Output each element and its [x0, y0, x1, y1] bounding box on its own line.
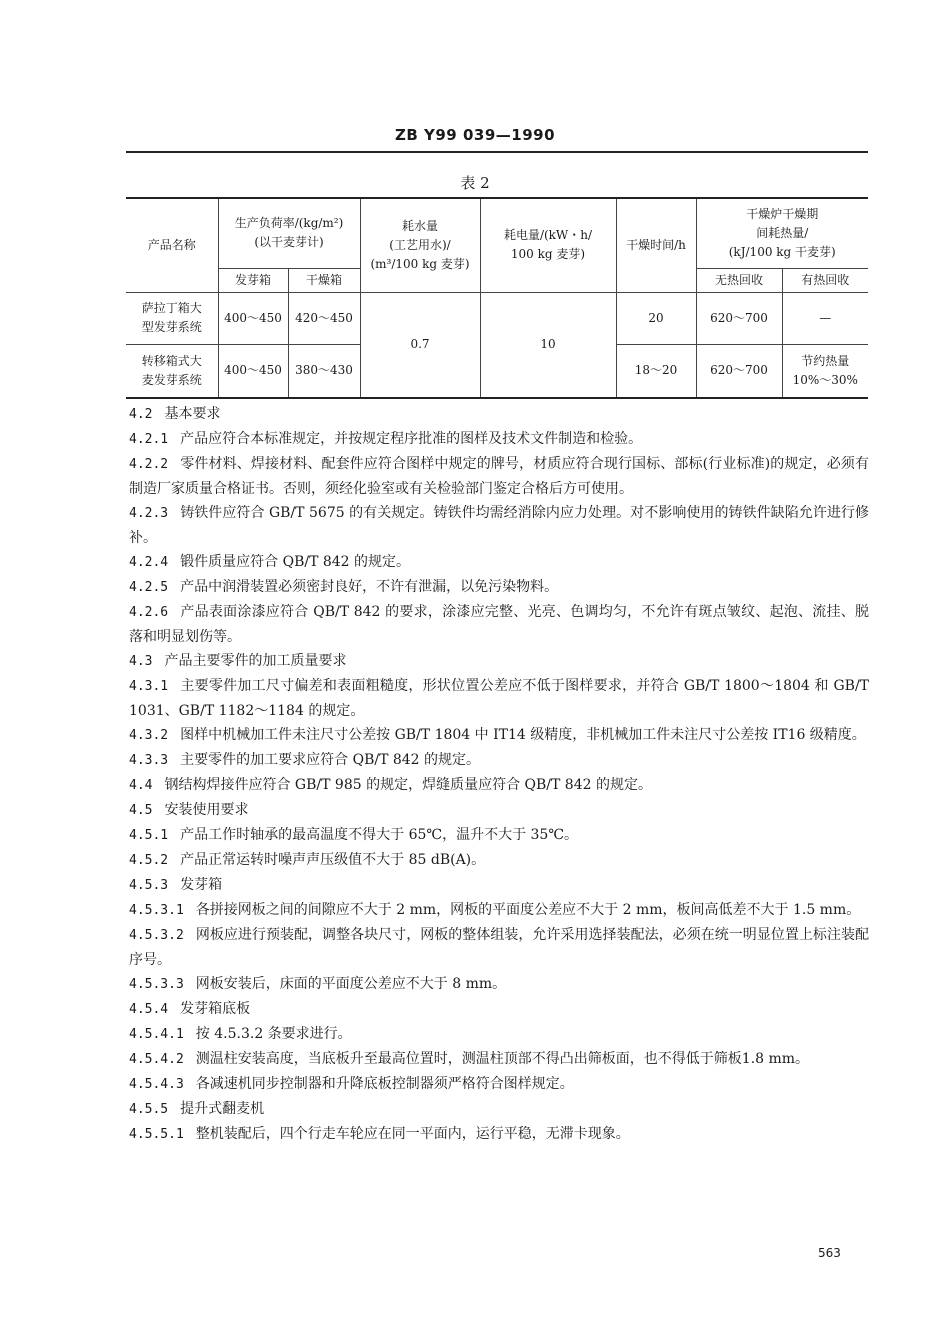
- header-power: 耗电量/(kW・h/ 100 kg 麦芽): [480, 198, 616, 292]
- header-load-dry: 干燥箱: [288, 268, 360, 292]
- clause-paragraph: [129, 898, 869, 923]
- clause-paragraph: [129, 501, 869, 550]
- clause-text: 钢结构焊接件应符合 GB/T 985 的规定，焊缝质量应符合 QB/T 842 的规定。: [164, 777, 652, 793]
- clause-paragraph: [129, 1097, 869, 1122]
- document-body: [129, 402, 869, 1147]
- header-product-name-text: 产品名称: [147, 237, 196, 252]
- row-load-germ: 400～450: [218, 292, 288, 344]
- clause-number: 4.2.2: [129, 457, 169, 472]
- clause-number: 4.5.3: [129, 878, 169, 893]
- clause-paragraph: [129, 575, 869, 600]
- clause-text: 网板应进行预装配，调整各块尺寸，网板的整体组装，允许采用选择装配法，必须在统一明显位置上标注装配序号。: [129, 927, 869, 968]
- clause-paragraph: [129, 923, 869, 972]
- clause-text: 产品主要零件的加工质量要求: [164, 653, 347, 669]
- clause-number: 4.2: [129, 407, 153, 422]
- clause-text: 主要零件的加工要求应符合 QB/T 842 的规定。: [180, 752, 481, 768]
- clause-number: 4.5.5.1: [129, 1127, 184, 1142]
- clause-paragraph: [129, 452, 869, 501]
- clause-text: 产品表面涂漆应符合 QB/T 842 的要求，涂漆应完整、光亮、色调均匀，不允许有斑点皱纹、起泡、流挂、脱落和明显划伤等。: [129, 604, 869, 645]
- clause-paragraph: [129, 649, 869, 674]
- clause-paragraph: [129, 997, 869, 1022]
- clause-number: 4.2.5: [129, 580, 169, 595]
- row-load-germ: 400～450: [218, 344, 288, 398]
- clause-text: 图样中机械加工件未注尺寸公差按 GB/T 1804 中 IT14 级精度，非机械加工件未注尺寸公差按 IT16 级精度。: [180, 727, 866, 743]
- clause-paragraph: [129, 823, 869, 848]
- clause-text: 整机装配后，四个行走车轮应在同一平面内，运行平稳，无滞卡现象。: [195, 1126, 630, 1142]
- clause-number: 4.5.4.1: [129, 1027, 184, 1042]
- clause-number: 4.5.2: [129, 853, 169, 868]
- clause-paragraph: [129, 972, 869, 997]
- clause-text: 基本要求: [164, 406, 221, 422]
- clause-number: 4.2.3: [129, 506, 169, 521]
- clause-number: 4.5.4.2: [129, 1052, 184, 1067]
- clause-paragraph: [129, 773, 869, 798]
- clause-text: 按 4.5.3.2 条要求进行。: [195, 1026, 352, 1042]
- clause-text: 提升式翻麦机: [180, 1101, 265, 1117]
- clause-text: 铸铁件应符合 GB/T 5675 的有关规定。铸铁件均需经消除内应力处理。对不影响使用的铸铁件缺陷允许进行修补。: [129, 505, 869, 546]
- row-dry-time: 20: [616, 292, 696, 344]
- header-heat: 干燥炉干燥期 间耗热量/ (kJ/100 kg 干麦芽): [696, 198, 868, 268]
- clause-paragraph: [129, 550, 869, 575]
- header-heat-no: 无热回收: [696, 268, 782, 292]
- clause-text: 产品应符合本标准规定，并按规定程序批准的图样及技术文件制造和检验。: [180, 431, 643, 447]
- clause-number: 4.5.4.3: [129, 1077, 184, 1092]
- row-product-name: 转移箱式大 麦发芽系统: [126, 344, 218, 398]
- clause-paragraph: [129, 1122, 869, 1147]
- clause-number: 4.2.1: [129, 432, 169, 447]
- clause-paragraph: [129, 1022, 869, 1047]
- clause-number: 4.3: [129, 654, 153, 669]
- clause-text: 锻件质量应符合 QB/T 842 的规定。: [180, 554, 411, 570]
- row-dry-time: 18～20: [616, 344, 696, 398]
- clause-number: 4.2.6: [129, 605, 169, 620]
- spec-table: [126, 197, 868, 399]
- clause-text: 主要零件加工尺寸偏差和表面粗糙度，形状位置公差应不低于图样要求，并符合 GB/T 1800～1804 和 GB/T 1031、GB/T 1182～1184 的规定。: [129, 678, 869, 719]
- clause-number: 4.5.5: [129, 1102, 169, 1117]
- clause-number: 4.3.1: [129, 679, 169, 694]
- header-rule: [126, 151, 868, 153]
- row-load-dry: 380～430: [288, 344, 360, 398]
- header-load-germ: 发芽箱: [218, 268, 288, 292]
- header-dry-time: 干燥时间/h: [616, 198, 696, 292]
- clause-number: 4.5.3.3: [129, 977, 184, 992]
- clause-number: 4.5.4: [129, 1002, 169, 1017]
- row-heat-yes: —: [782, 292, 868, 344]
- table-row: [126, 292, 868, 344]
- clause-text: 产品中润滑装置必须密封良好，不许有泄漏，以免污染物料。: [180, 579, 559, 595]
- clause-paragraph: [129, 848, 869, 873]
- clause-paragraph: [129, 1047, 869, 1072]
- clause-number: 4.5: [129, 803, 153, 818]
- table-caption: 表 2: [460, 174, 490, 192]
- clause-number: 4.5.3.1: [129, 903, 184, 918]
- clause-text: 产品工作时轴承的最高温度不得大于 65℃，温升不大于 35℃。: [180, 827, 578, 843]
- page-number: 563: [818, 1246, 841, 1260]
- clause-text: 零件材料、焊接材料、配套件应符合图样中规定的牌号，材质应符合现行国标、部标(行业标准)的规定，必须有制造厂家质量合格证书。否则，须经化验室或有关检验部门鉴定合格后方可使用。: [129, 456, 869, 497]
- row-heat-yes: 节约热量 10%～30%: [782, 344, 868, 398]
- clause-text: 产品正常运转时噪声声压级值不大于 85 dB(A)。: [180, 852, 486, 868]
- row-power: 10: [480, 292, 616, 398]
- header-heat-yes: 有热回收: [782, 268, 868, 292]
- clause-number: 4.5.3.2: [129, 928, 184, 943]
- row-heat-no: 620～700: [696, 292, 782, 344]
- clause-paragraph: [129, 674, 869, 723]
- clause-text: 各拼接网板之间的间隙应不大于 2 mm，网板的平面度公差应不大于 2 mm，板间高低差不大于 1.5 mm。: [195, 902, 861, 918]
- clause-number: 4.5.1: [129, 828, 169, 843]
- clause-text: 发芽箱: [180, 877, 223, 893]
- clause-paragraph: [129, 873, 869, 898]
- document-number-header: ZB Y99 039—1990: [394, 126, 556, 144]
- clause-text: 测温柱安装高度，当底板升至最高位置时，测温柱顶部不得凸出筛板面，也不得低于筛板1.8 mm。: [195, 1051, 810, 1067]
- clause-text: 安装使用要求: [164, 802, 249, 818]
- clause-paragraph: [129, 600, 869, 649]
- clause-text: 网板安装后，床面的平面度公差应不大于 8 mm。: [195, 976, 507, 992]
- clause-paragraph: [129, 1072, 869, 1097]
- clause-text: 各减速机同步控制器和升降底板控制器须严格符合图样规定。: [195, 1076, 574, 1092]
- row-product-name: 萨拉丁箱大 型发芽系统: [126, 292, 218, 344]
- header-water: 耗水量 (工艺用水)/ (m³/100 kg 麦芽): [360, 198, 480, 292]
- clause-paragraph: [129, 748, 869, 773]
- clause-number: 4.4: [129, 778, 153, 793]
- clause-number: 4.3.3: [129, 753, 169, 768]
- clause-paragraph: [129, 798, 869, 823]
- row-load-dry: 420～450: [288, 292, 360, 344]
- clause-paragraph: [129, 723, 869, 748]
- header-product-name: [126, 198, 218, 292]
- clause-paragraph: [129, 427, 869, 452]
- row-water: 0.7: [360, 292, 480, 398]
- clause-text: 发芽箱底板: [180, 1001, 251, 1017]
- clause-number: 4.3.2: [129, 728, 169, 743]
- header-load-rate: 生产负荷率/(kg/m²) (以干麦芽计): [218, 198, 360, 268]
- clause-number: 4.2.4: [129, 555, 169, 570]
- row-heat-no: 620～700: [696, 344, 782, 398]
- clause-paragraph: [129, 402, 869, 427]
